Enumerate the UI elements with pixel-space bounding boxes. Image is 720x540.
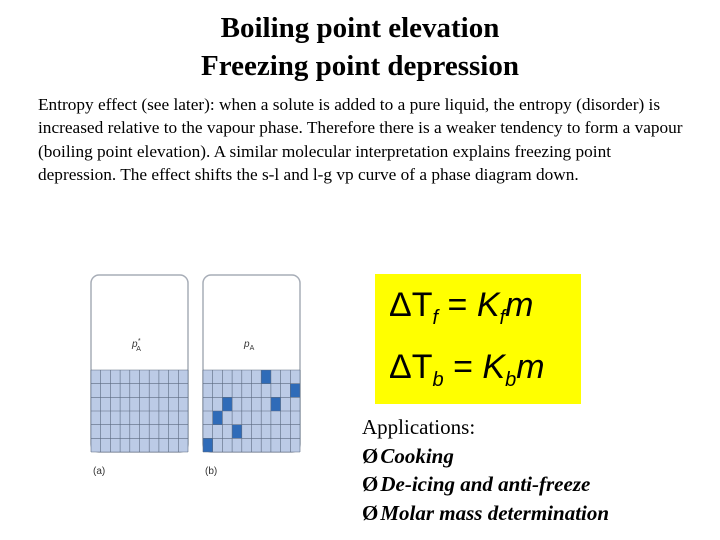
solute-particle <box>222 397 232 411</box>
formula-1-k: K <box>476 286 500 324</box>
application-item-label: Molar mass determination <box>380 500 610 525</box>
arrow-bullet-icon: Ø <box>362 472 379 496</box>
solute-particle <box>290 384 300 398</box>
formula-1-delta-t: ΔT <box>389 286 433 324</box>
title-line-2: Freezing point depression <box>201 50 519 82</box>
formula-1-m: m <box>505 286 534 324</box>
application-item <box>362 442 609 471</box>
boiling-point-formula <box>389 348 545 392</box>
body-paragraph: Entropy effect (see later): when a solute is added to a pure liquid, the entropy (disorder) is increased relative to the vapour phase. Therefore there is a weaker tendency to form a vapour (boiling point elevation). A similar molecular interpretation explains freezing point depression. The effect shifts the s-l and l-g vp curve of a phase diagram down. <box>38 95 683 184</box>
solute-particle <box>232 425 242 439</box>
applications-heading: Applications: <box>362 415 476 439</box>
solute-particle <box>213 411 223 425</box>
solute-particle <box>203 438 213 452</box>
panel-b <box>203 275 300 477</box>
panel-a <box>91 275 188 477</box>
application-item-label: Cooking <box>380 443 454 468</box>
solute-particle <box>271 397 281 411</box>
formula-1-lhs-subscript: f <box>432 307 439 329</box>
panel-a-vapour-label: p* A <box>132 338 141 353</box>
panel-b-vapour-label: $p_A$ <box>244 339 255 352</box>
formula-2-equals: = <box>453 348 473 386</box>
solute-particle <box>261 370 271 384</box>
applications-list <box>362 413 609 527</box>
solute-lattice-figure <box>85 268 315 483</box>
title-line-1: Boiling point elevation <box>220 12 500 44</box>
formula-2-k: K <box>482 348 506 386</box>
panel-a-label: (a) <box>93 466 106 477</box>
formula-2-m: m <box>516 348 545 386</box>
formula-box <box>375 274 581 404</box>
formula-2-lhs-subscript: b <box>432 369 444 391</box>
arrow-bullet-icon: Ø <box>362 500 379 525</box>
application-item <box>362 470 609 499</box>
panel-b-label: (b) <box>205 466 218 477</box>
application-item <box>362 499 609 528</box>
formula-1-equals: = <box>447 286 468 324</box>
freezing-point-formula <box>389 286 533 330</box>
formula-2-delta-t: ΔT <box>389 348 433 386</box>
application-item-label: De-icing and anti-freeze <box>380 472 591 496</box>
formula-1-k-subscript: f <box>499 307 506 329</box>
formula-2-k-subscript: b <box>505 369 517 391</box>
arrow-bullet-icon: Ø <box>362 443 379 468</box>
